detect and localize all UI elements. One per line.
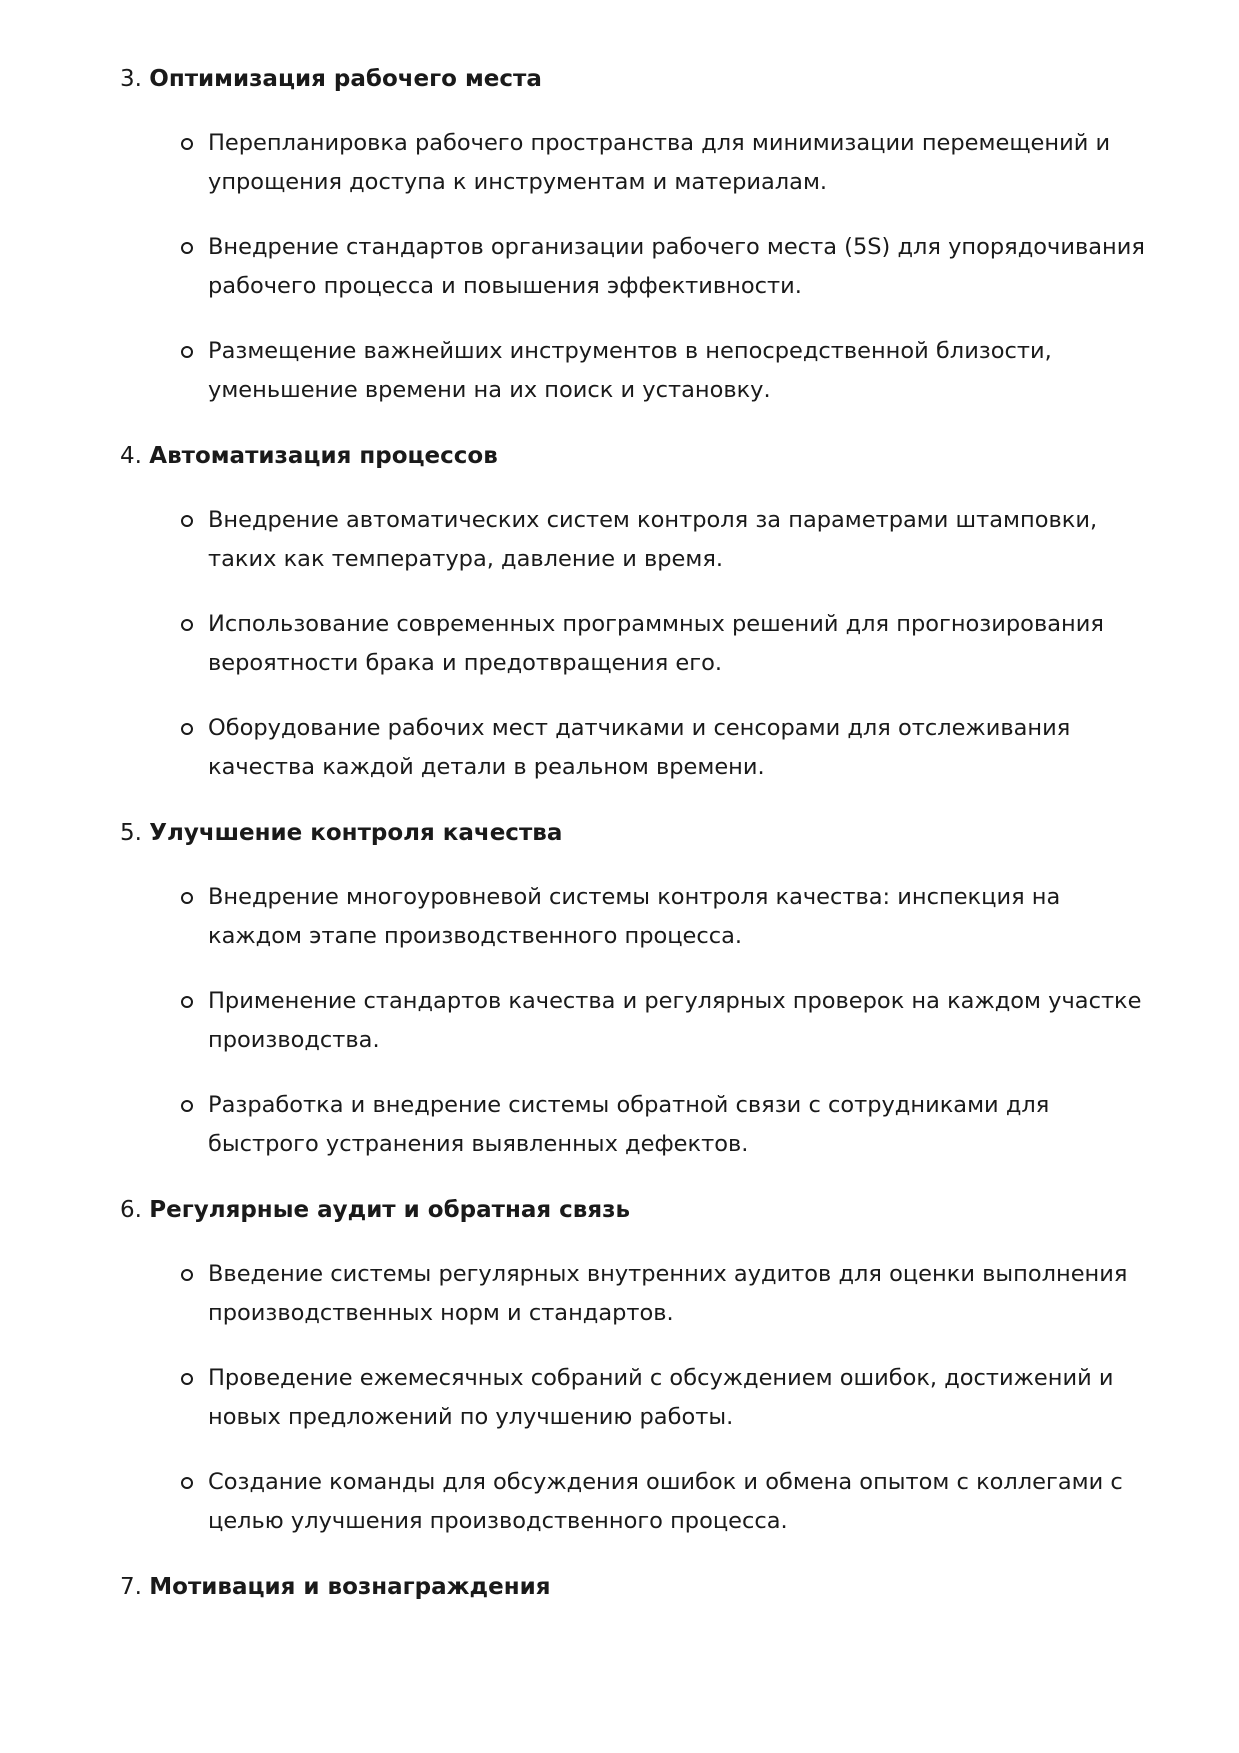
section-title: Мотивация и вознаграждения xyxy=(149,1574,551,1600)
section-3 xyxy=(120,63,1160,410)
list-item xyxy=(120,982,1155,1060)
list-item-text: Внедрение многоуровневой системы контроля качества: инспекция на каждом этапе производственного процесса. xyxy=(208,884,1061,949)
section-6 xyxy=(120,1194,1160,1541)
list-item-text: Создание команды для обсуждения ошибок и обмена опытом с коллегами с целью улучшения производственного процесса. xyxy=(208,1469,1123,1534)
section-number: 6. xyxy=(120,1197,142,1223)
section-number: 4. xyxy=(120,443,142,469)
section-number: 3. xyxy=(120,66,142,92)
list-item-text: Внедрение автоматических систем контроля за параметрами штамповки, таких как температура, давление и время. xyxy=(208,507,1098,572)
section-title: Регулярные аудит и обратная связь xyxy=(149,1197,630,1223)
list-item-text: Перепланировка рабочего пространства для минимизации перемещений и упрощения доступа к инструментам и материалам. xyxy=(208,130,1111,195)
list-item-text: Размещение важнейших инструментов в непосредственной близости, уменьшение времени на их поиск и установку. xyxy=(208,338,1052,403)
list-item xyxy=(120,501,1155,579)
list-item xyxy=(120,124,1155,202)
list-item xyxy=(120,1086,1155,1164)
bullet-list xyxy=(120,1255,1160,1541)
list-item xyxy=(120,1255,1155,1333)
list-item xyxy=(120,709,1155,787)
section-heading xyxy=(120,1194,1160,1226)
bullet-circle-icon xyxy=(181,1269,193,1281)
bullet-circle-icon xyxy=(181,892,193,904)
section-number: 7. xyxy=(120,1574,142,1600)
bullet-list xyxy=(120,878,1160,1164)
list-item-text: Применение стандартов качества и регулярных проверок на каждом участке производства. xyxy=(208,988,1142,1053)
list-item-text: Введение системы регулярных внутренних аудитов для оценки выполнения производственных норм и стандартов. xyxy=(208,1261,1128,1326)
bullet-circle-icon xyxy=(181,723,193,735)
section-heading xyxy=(120,440,1160,472)
list-item xyxy=(120,1359,1155,1437)
section-number: 5. xyxy=(120,820,142,846)
section-title: Оптимизация рабочего места xyxy=(149,66,542,92)
bullet-circle-icon xyxy=(181,1477,193,1489)
list-item-text: Проведение ежемесячных собраний с обсуждением ошибок, достижений и новых предложений по улучшению работы. xyxy=(208,1365,1114,1430)
bullet-circle-icon xyxy=(181,1100,193,1112)
section-5 xyxy=(120,817,1160,1164)
bullet-circle-icon xyxy=(181,1373,193,1385)
list-item-text: Разработка и внедрение системы обратной связи с сотрудниками для быстрого устранения выявленных дефектов. xyxy=(208,1092,1050,1157)
list-item-text: Использование современных программных решений для прогнозирования вероятности брака и предотвращения его. xyxy=(208,611,1104,676)
bullet-circle-icon xyxy=(181,138,193,150)
list-item-text: Внедрение стандартов организации рабочего места (5S) для упорядочивания рабочего процесса и повышения эффективности. xyxy=(208,234,1145,299)
section-heading xyxy=(120,817,1160,849)
section-title: Улучшение контроля качества xyxy=(149,820,563,846)
list-item xyxy=(120,1463,1155,1541)
section-heading xyxy=(120,63,1160,95)
bullet-circle-icon xyxy=(181,242,193,254)
bullet-list xyxy=(120,124,1160,410)
bullet-list xyxy=(120,501,1160,787)
list-item xyxy=(120,605,1155,683)
section-title: Автоматизация процессов xyxy=(149,443,498,469)
list-item xyxy=(120,228,1155,306)
list-item xyxy=(120,878,1155,956)
bullet-circle-icon xyxy=(181,619,193,631)
section-7 xyxy=(120,1571,1160,1603)
section-heading xyxy=(120,1571,1160,1603)
section-4 xyxy=(120,440,1160,787)
list-item-text: Оборудование рабочих мест датчиками и сенсорами для отслеживания качества каждой детали в реальном времени. xyxy=(208,715,1071,780)
bullet-circle-icon xyxy=(181,996,193,1008)
bullet-circle-icon xyxy=(181,515,193,527)
bullet-circle-icon xyxy=(181,346,193,358)
list-item xyxy=(120,332,1155,410)
